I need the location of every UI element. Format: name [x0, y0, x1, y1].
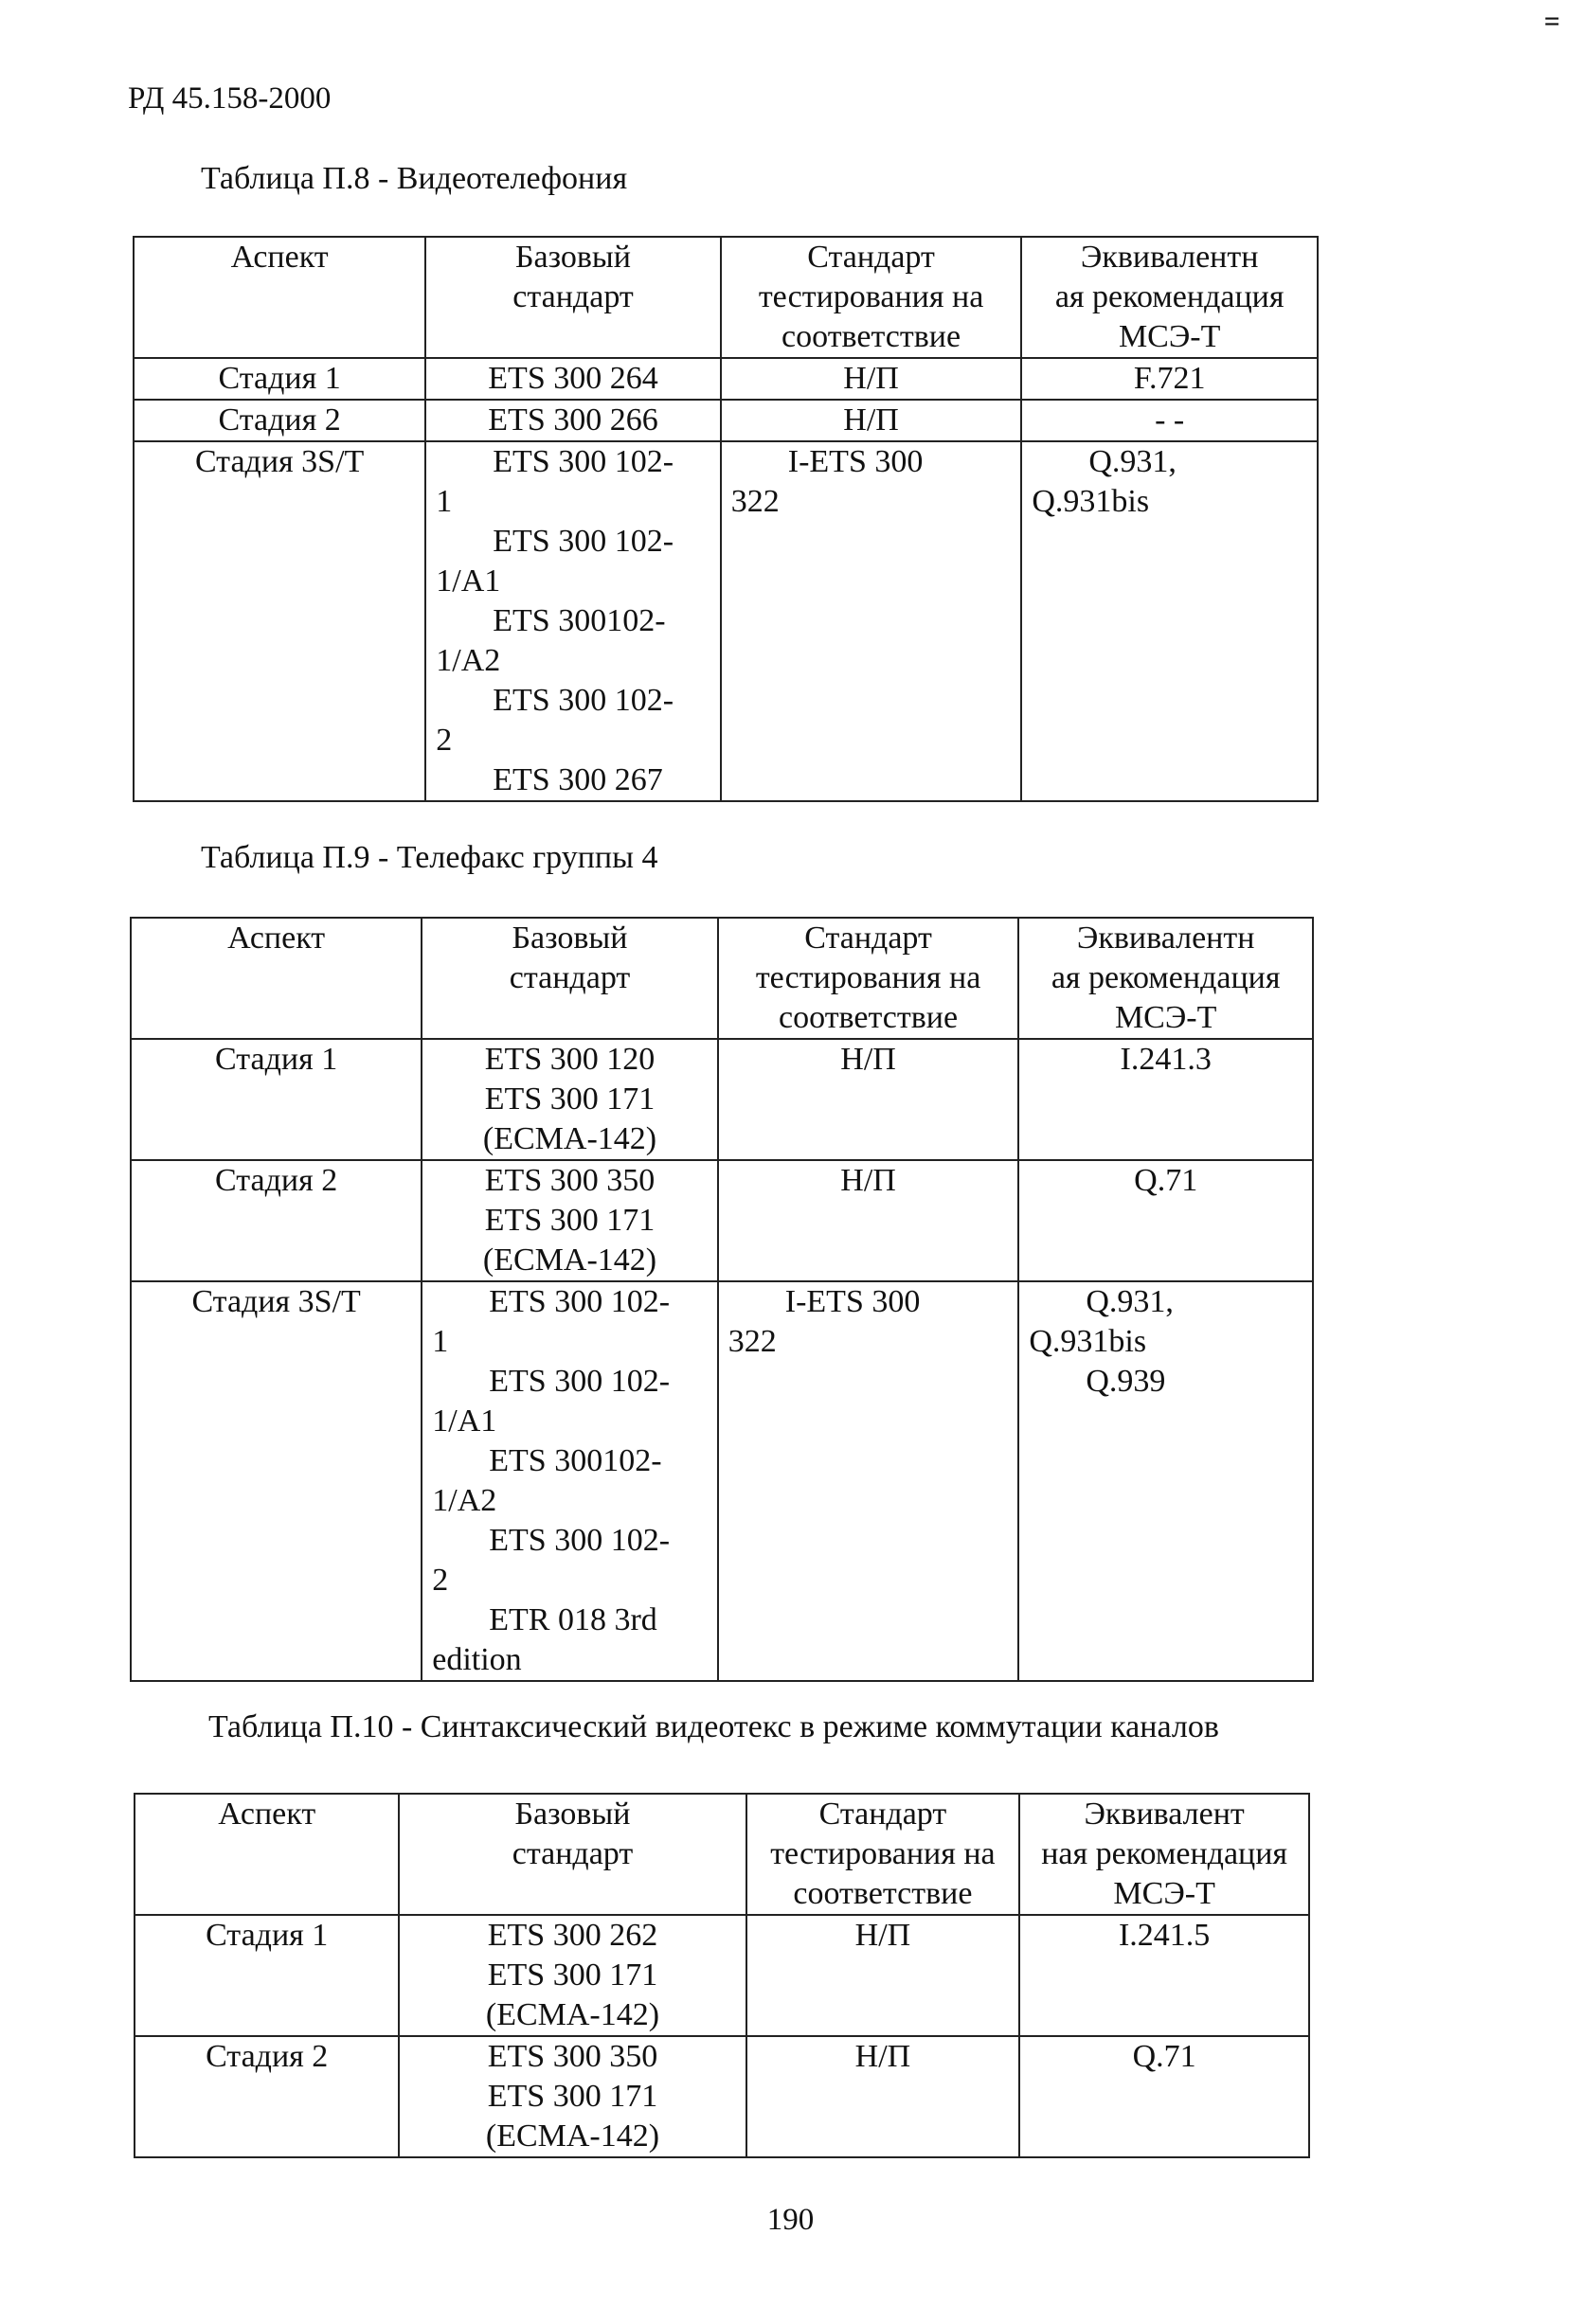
- table-row: [135, 1915, 1309, 2036]
- header-test-standard: Стандарт тестирования на соответствие: [718, 918, 1019, 1039]
- table-row: [134, 400, 1318, 441]
- table-header-row: [131, 918, 1313, 1039]
- corner-mark: =: [1543, 6, 1560, 37]
- cell-base-standard: ETS 300 266: [425, 400, 721, 441]
- cell-base-standard: ETS 300 262 ETS 300 171 (ECMA-142): [399, 1915, 746, 2036]
- cell-base-standard: ETS 300 120 ETS 300 171 (ECMA-142): [422, 1039, 718, 1160]
- cell-test-standard: I-ETS 300 322: [721, 441, 1022, 801]
- header-equivalent-recommendation: Эквивалентн ая рекомендация МСЭ-Т: [1018, 918, 1313, 1039]
- table-header-row: [135, 1794, 1309, 1915]
- table-row: [131, 1160, 1313, 1281]
- cell-test-standard: I-ETS 300 322: [718, 1281, 1019, 1681]
- table-caption-p9: Таблица П.9 - Телефакс группы 4: [201, 840, 658, 875]
- cell-base-standard: ETS 300 102- 1 ETS 300 102- 1/A1 ETS 300102- 1/A2 ETS 300 102- 2 ETS 300 267: [425, 441, 721, 801]
- header-test-standard: Стандарт тестирования на соответствие: [746, 1794, 1020, 1915]
- cell-base-standard: ETS 300 350 ETS 300 171 (ECMA-142): [399, 2036, 746, 2157]
- header-equivalent-recommendation: Эквивалент ная рекомендация МСЭ-Т: [1019, 1794, 1309, 1915]
- header-aspect: Аспект: [134, 237, 425, 358]
- table-row: [131, 1281, 1313, 1681]
- table-row: [135, 2036, 1309, 2157]
- header-aspect: Аспект: [135, 1794, 399, 1915]
- cell-test-standard: Н/П: [721, 358, 1022, 400]
- header-base-standard: Базовый стандарт: [425, 237, 721, 358]
- cell-equivalent: I.241.3: [1018, 1039, 1313, 1160]
- cell-aspect: Стадия 1: [135, 1915, 399, 2036]
- table-p8: [133, 236, 1319, 802]
- cell-test-standard: Н/П: [746, 1915, 1020, 2036]
- cell-base-standard: ETS 300 264: [425, 358, 721, 400]
- table-row: [134, 441, 1318, 801]
- table-caption-p8: Таблица П.8 - Видеотелефония: [201, 161, 628, 196]
- cell-test-standard: Н/П: [746, 2036, 1020, 2157]
- cell-base-standard: ETS 300 350 ETS 300 171 (ECMA-142): [422, 1160, 718, 1281]
- cell-test-standard: Н/П: [718, 1039, 1019, 1160]
- cell-equivalent: Q.931, Q.931bis Q.939: [1018, 1281, 1313, 1681]
- cell-aspect: Стадия 2: [135, 2036, 399, 2157]
- cell-equivalent: Q.71: [1019, 2036, 1309, 2157]
- table-header-row: [134, 237, 1318, 358]
- cell-aspect: Стадия 1: [131, 1039, 422, 1160]
- page-number: 190: [766, 2203, 815, 2237]
- cell-base-standard: ETS 300 102- 1 ETS 300 102- 1/A1 ETS 300102- 1/A2 ETS 300 102- 2 ETR 018 3rd edition: [422, 1281, 718, 1681]
- header-aspect: Аспект: [131, 918, 422, 1039]
- cell-equivalent: Q.931, Q.931bis: [1021, 441, 1318, 801]
- cell-test-standard: Н/П: [721, 400, 1022, 441]
- cell-equivalent: I.241.5: [1019, 1915, 1309, 2036]
- cell-aspect: Стадия 2: [131, 1160, 422, 1281]
- cell-equivalent: Q.71: [1018, 1160, 1313, 1281]
- header-equivalent-recommendation: Эквивалентн ая рекомендация МСЭ-Т: [1021, 237, 1318, 358]
- table-p10: [134, 1793, 1310, 2158]
- document-code: РД 45.158-2000: [128, 81, 332, 116]
- table-caption-p10: Таблица П.10 - Синтаксический видеотекс в режиме коммутации каналов: [208, 1709, 1219, 1744]
- table-row: [134, 358, 1318, 400]
- cell-equivalent: F.721: [1021, 358, 1318, 400]
- cell-aspect: Стадия 2: [134, 400, 425, 441]
- header-test-standard: Стандарт тестирования на соответствие: [721, 237, 1022, 358]
- table-p9: [130, 917, 1314, 1682]
- cell-aspect: Стадия 3S/T: [134, 441, 425, 801]
- cell-aspect: Стадия 1: [134, 358, 425, 400]
- table-row: [131, 1039, 1313, 1160]
- cell-aspect: Стадия 3S/T: [131, 1281, 422, 1681]
- cell-equivalent: - -: [1021, 400, 1318, 441]
- cell-test-standard: Н/П: [718, 1160, 1019, 1281]
- header-base-standard: Базовый стандарт: [422, 918, 718, 1039]
- header-base-standard: Базовый стандарт: [399, 1794, 746, 1915]
